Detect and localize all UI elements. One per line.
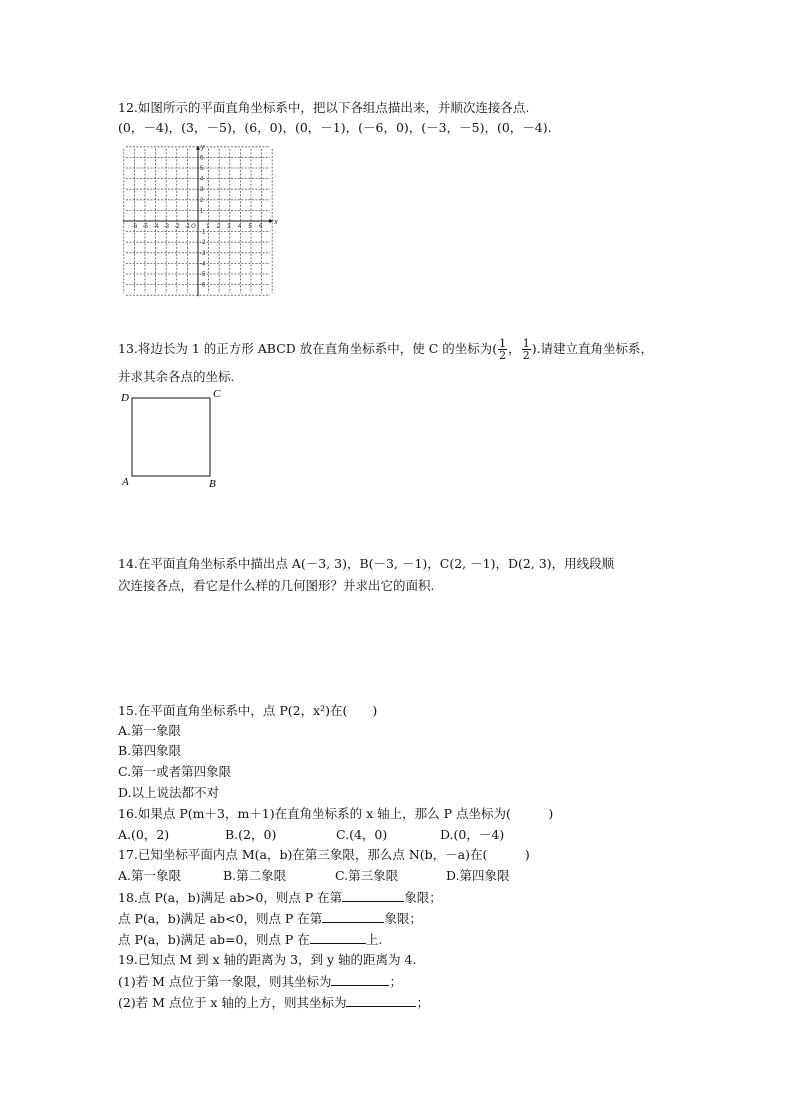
coordinate-grid-svg: [122, 143, 284, 298]
x-tick-label: -3: [163, 224, 170, 230]
y-tick-label: 3: [200, 187, 204, 194]
q19-part1: [118, 973, 402, 990]
q16-option-c: C.(4，0): [336, 827, 388, 842]
x-tick-label: -5: [142, 224, 148, 230]
x-tick-label: 5: [248, 224, 252, 230]
y-axis-label: y: [201, 143, 205, 151]
q18-blank-1[interactable]: [342, 889, 404, 902]
vertex-label-b: B: [209, 478, 216, 490]
q19-part2-text: (2)若 M 点位于 x 轴的上方，则其坐标为: [118, 995, 347, 1010]
x-axis-arrow: [269, 219, 273, 223]
q15-option-a: A.第一象限: [118, 723, 182, 738]
q17-option-c: C.第三象限: [335, 868, 399, 883]
q19-part2-end: ；: [416, 995, 429, 1010]
q18-line2-text: 点 P(a，b)满足 ab<0，则点 P 在第: [118, 911, 323, 926]
q13-line2: 并求其余各点的坐标.: [118, 369, 235, 384]
q17-option-a: A.第一象限: [118, 868, 182, 883]
y-tick-label: -6: [200, 282, 206, 289]
coordinate-grid: [122, 143, 284, 298]
q18-line1: [118, 889, 442, 906]
q19-blank-2[interactable]: [346, 994, 416, 1007]
q18-line2-end: 象限；: [384, 911, 422, 926]
q13-fraction-1: [498, 338, 507, 361]
square-abcd-figure: [118, 388, 228, 492]
q17-stem: 17.已知坐标平面内点 M(a，b)在第三象限，那么点 N(b，－a)在( ): [118, 847, 530, 862]
x-tick-label: -4: [153, 224, 159, 230]
q19-part2: [118, 994, 429, 1011]
q13-comma: ，: [508, 341, 521, 356]
q18-line3-end: 上.: [365, 932, 383, 947]
q18-line1-text: 18.点 P(a，b)满足 ab>0，则点 P 在第: [118, 890, 343, 905]
vertex-label-a: A: [122, 476, 129, 488]
q16-option-a: A.(0，2): [118, 827, 170, 842]
q13-paren-close: ): [531, 341, 537, 356]
q19-stem: 19.已知点 M 到 x 轴的距离为 3，到 y 轴的距离为 4.: [118, 952, 417, 967]
x-tick-label: -6: [131, 224, 138, 230]
x-tick-label: 4: [237, 224, 242, 230]
q16-stem: 16.如果点 P(m＋3，m＋1)在直角坐标系的 x 轴上，那么 P 点坐标为( ): [118, 806, 554, 821]
q18-line2: [118, 910, 422, 927]
q13-frac1-den: 2: [499, 349, 507, 362]
q15-stem: 15.在平面直角坐标系中，点 P(2，x²)在( ): [118, 703, 378, 718]
origin-label: O: [191, 224, 196, 230]
y-tick-label: 1: [200, 208, 204, 215]
q19-blank-1[interactable]: [331, 973, 389, 986]
q16-option-b: B.(2，0): [225, 827, 277, 842]
q16-option-d: D.(0，－4): [440, 827, 505, 842]
x-tick-label: -2: [174, 224, 180, 230]
q13-line1: [118, 338, 653, 361]
y-tick-label: 2: [200, 197, 204, 204]
x-tick-label: -1: [184, 224, 191, 230]
q15-option-d: D.以上说法都不对: [118, 785, 220, 800]
x-tick-label: 2: [216, 224, 221, 230]
q13-paren-open: (: [492, 341, 498, 356]
square-abcd-svg: [118, 388, 228, 492]
q13-frac1-num: 1: [499, 337, 507, 350]
y-axis-arrow: [196, 146, 200, 150]
q13-frac2-num: 1: [522, 337, 530, 350]
q12-title: 12.如图所示的平面直角坐标系中，把以下各组点描出来，并顺次连接各点.: [118, 100, 530, 115]
y-tick-label: -1: [200, 229, 206, 236]
q15-option-c: C.第一或者第四象限: [118, 764, 232, 779]
q14-line1: 14.在平面直角坐标系中描出点 A(－3, 3)，B(－3, －1)，C(2, －1)，D(2, 3)，用线段顺: [118, 556, 615, 571]
vertex-label-d: D: [121, 392, 129, 404]
y-tick-label: -2: [200, 240, 206, 247]
q18-line1-end: 象限；: [404, 890, 442, 905]
x-tick-label: 1: [206, 224, 210, 230]
x-tick-label: 3: [227, 224, 231, 230]
q18-blank-2[interactable]: [322, 910, 384, 923]
q19-part1-end: ；: [389, 974, 402, 989]
y-tick-label: -3: [200, 250, 206, 257]
y-tick-label: 5: [200, 166, 204, 172]
q18-line3: [118, 931, 382, 948]
q18-blank-3[interactable]: [310, 931, 366, 944]
vertex-label-c: C: [213, 388, 221, 400]
square-abcd: [132, 398, 210, 476]
q17-option-b: B.第二象限: [223, 868, 287, 883]
q17-option-d: D.第四象限: [446, 868, 510, 883]
q13-text-b: .请建立直角坐标系，: [536, 341, 654, 356]
x-tick-label: 6: [259, 224, 263, 230]
y-tick-label: -5: [200, 272, 206, 278]
y-tick-label: 4: [200, 176, 204, 183]
y-tick-label: 6: [200, 155, 204, 162]
y-tick-label: -4: [200, 261, 206, 268]
q19-part1-text: (1)若 M 点位于第一象限，则其坐标为: [118, 974, 332, 989]
q13-text-a: 13.将边长为 1 的正方形 ABCD 放在直角坐标系中，使 C 的坐标为: [118, 341, 493, 356]
x-axis-label: x: [274, 219, 278, 226]
q18-line3-text: 点 P(a，b)满足 ab=0，则点 P 在: [118, 932, 310, 947]
q12-points: (0，－4)，(3，－5)，(6，0)，(0，－1)，(－6，0)，(－3，－5)，(0，－4).: [118, 120, 552, 135]
q14-line2: 次连接各点，看它是什么样的几何图形？并求出它的面积.: [118, 578, 435, 593]
q15-option-b: B.第四象限: [118, 743, 182, 758]
q13-frac2-den: 2: [522, 349, 530, 362]
q13-fraction-2: [522, 338, 531, 361]
